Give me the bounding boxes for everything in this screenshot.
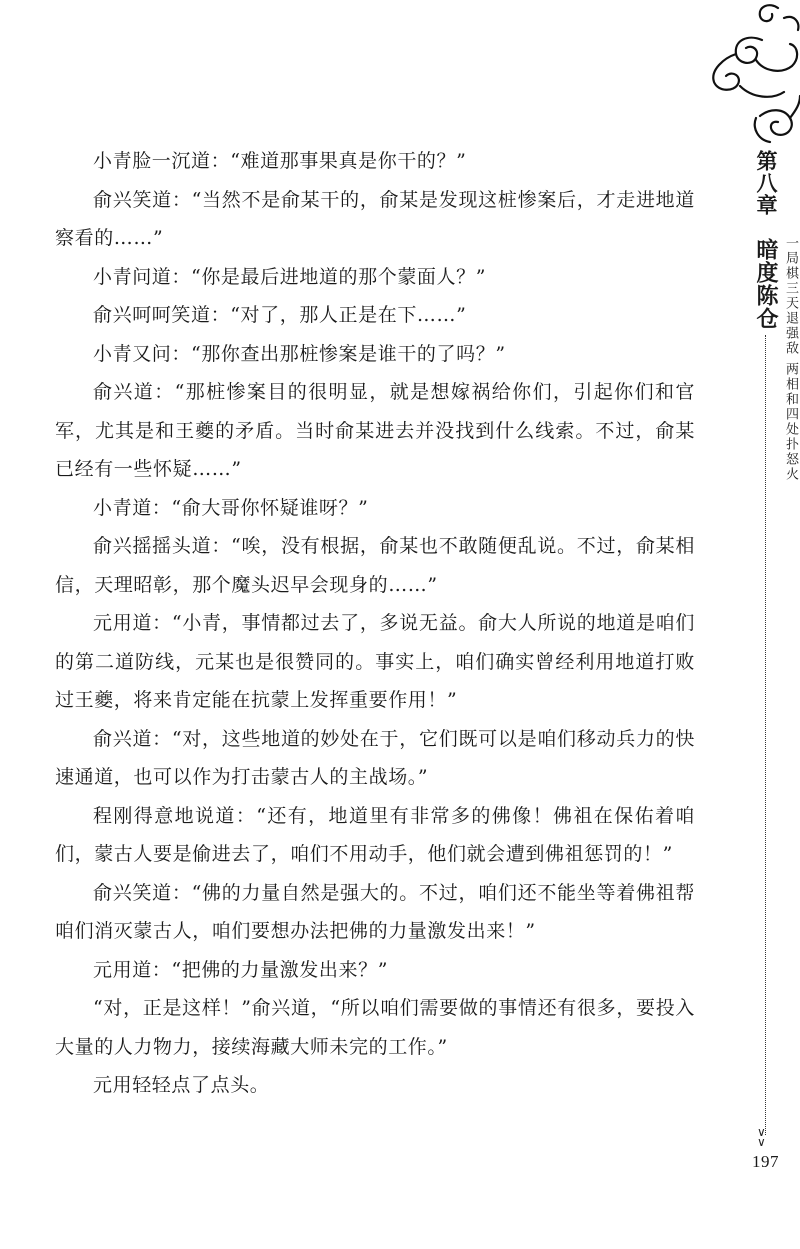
paragraph: 元用道：“小青，事情都过去了，多说无益。俞大人所说的地道是咱们的第二道防线，元某也是很赞同的。事实上，咱们确实曾经利用地道打败过王夔，将来肯定能在抗蒙上发挥重要作用！” (55, 612, 695, 711)
paragraph: 小青道：“俞大哥你怀疑谁呀？” (93, 496, 369, 519)
chevron-down-icon: ∨ ∨ (757, 1125, 766, 1149)
paragraph: 俞兴笑道：“佛的力量自然是强大的。不过，咱们还不能坐等着佛祖帮咱们消灭蒙古人，咱们要想办法把佛的力量激发出来！” (55, 881, 695, 942)
cloud-ornament-icon (700, 0, 800, 150)
chapter-label: 第八章 (754, 150, 779, 216)
paragraph: 小青脸一沉道：“难道那事果真是你干的？” (93, 150, 467, 172)
chapter-subtitle: 一局棋三天退强敌 两相和四处扑怒火 (783, 236, 798, 483)
margin-dotted-rule (765, 335, 766, 1135)
page-number: 197 (752, 1152, 779, 1171)
paragraph: 俞兴道：“对，这些地道的妙处在于，它们既可以是咱们移动兵力的快速通道，也可以作为打击蒙古人的主战场。” (55, 727, 695, 788)
paragraph: 元用道：“把佛的力量激发出来？” (93, 958, 389, 981)
paragraph: 俞兴摇摇头道：“唉，没有根据，俞某也不敢随便乱说。不过，俞某相信，天理昭彰，那个魔头迟早会现身的……” (55, 535, 695, 596)
chapter-name: 暗度陈仓 (753, 238, 779, 330)
paragraph: 俞兴呵呵笑道：“对了，那人正是在下……” (93, 304, 467, 326)
paragraph: 小青问道：“你是最后进地道的那个蒙面人？” (93, 265, 487, 288)
paragraph: 俞兴笑道：“当然不是俞某干的，俞某是发现这桩惨案后，才走进地道察看的……” (55, 188, 695, 249)
paragraph: 元用轻轻点了点头。 (93, 1074, 270, 1096)
paragraph: 程刚得意地说道：“还有，地道里有非常多的佛像！佛祖在保佑着咱们，蒙古人要是偷进去了，咱们不用动手，他们就会遭到佛祖惩罚的！” (55, 804, 695, 865)
paragraph: “对，正是这样！”俞兴道，“所以咱们需要做的事情还有很多，要投入大量的人力物力，接续海藏大师未完的工作。” (55, 997, 695, 1058)
paragraph: 小青又问：“那你查出那桩惨案是谁干的了吗？” (93, 342, 506, 365)
body-text (55, 142, 695, 1105)
paragraph: 俞兴道：“那桩惨案目的很明显，就是想嫁祸给你们，引起你们和官军，尤其是和王夔的矛盾。当时俞某进去并没找到什么线索。不过，俞某已经有一些怀疑……” (55, 381, 695, 480)
